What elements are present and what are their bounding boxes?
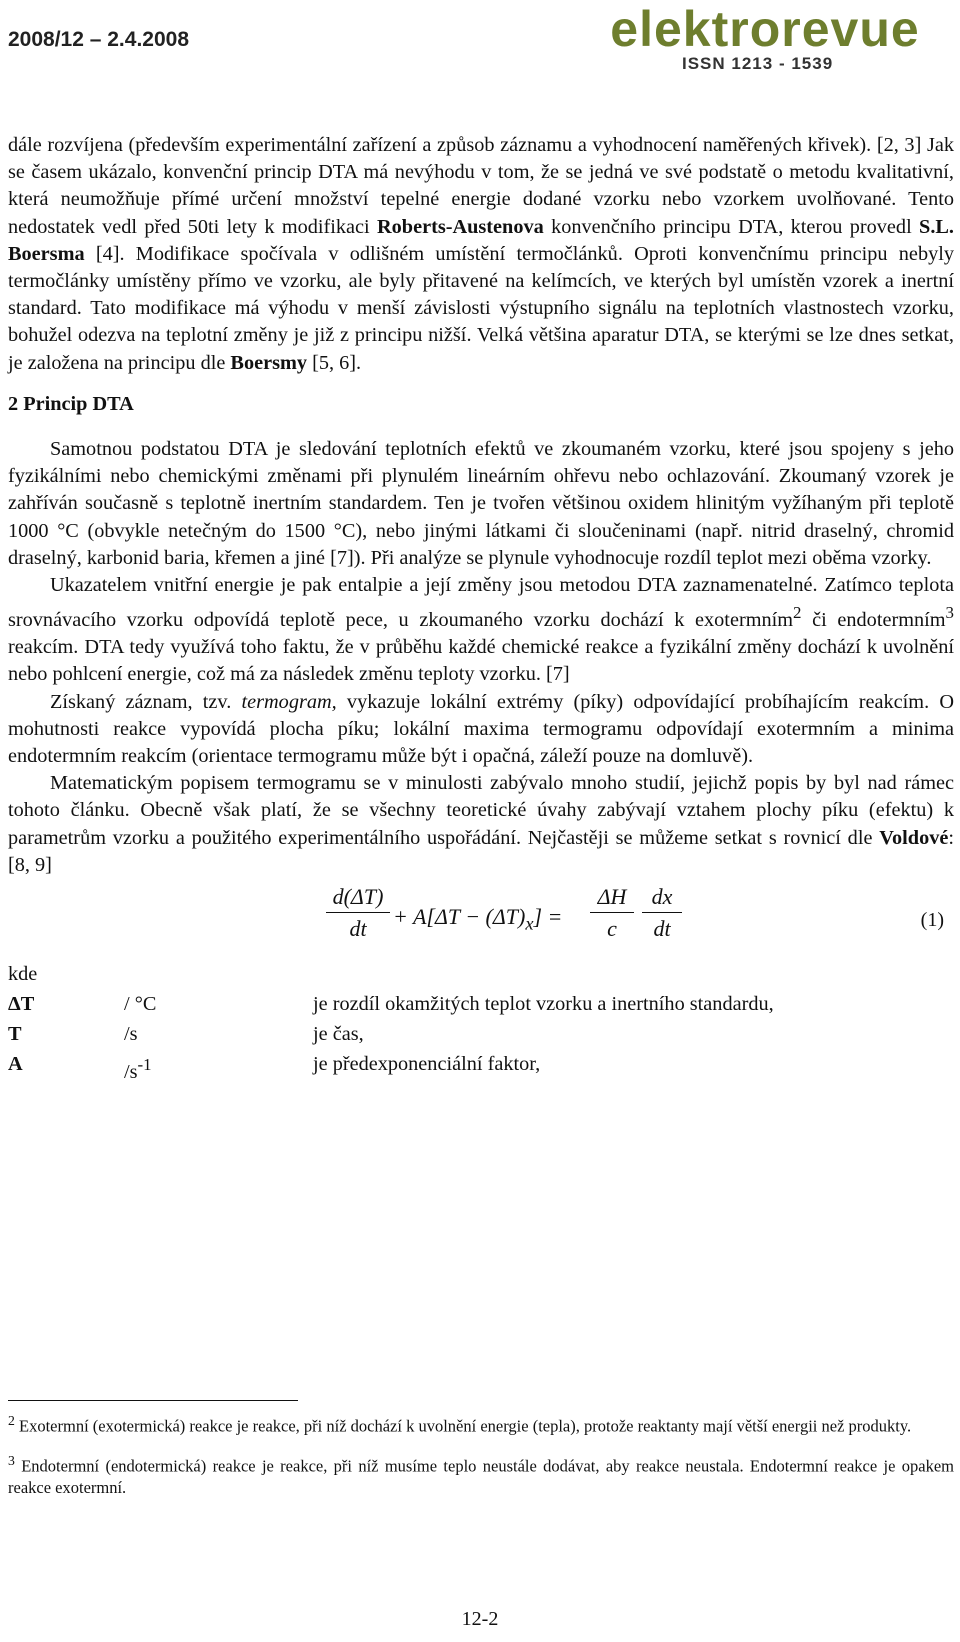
fraction-denominator: dt — [349, 916, 367, 942]
text-run: konvenčního principu DTA, kterou provedl — [543, 215, 920, 238]
equation-term: ] = — [533, 904, 563, 930]
issn-label: ISSN 1213 - 1539 — [682, 54, 834, 73]
fraction-denominator: c — [607, 916, 617, 942]
paragraph-history — [8, 132, 954, 377]
text-run: reakcím. DTA tedy využívá toho faktu, že v průběhu každé chemické reakce a fyzikální změny dochází k uvolnění nebo pohlcení energie, což má za následek změnu teploty vzorku. [7] — [8, 636, 954, 686]
text-run: [5, 6]. — [307, 351, 362, 374]
equation-subscript: x — [525, 913, 534, 934]
logo-wordmark: elektrorevue — [610, 1, 920, 57]
definition-unit — [124, 1051, 152, 1086]
symbol-definitions — [8, 961, 954, 1081]
fraction-bar — [590, 912, 634, 913]
footnote-ref-2[interactable]: 2 — [793, 603, 802, 623]
definition-symbol: ΔT — [8, 993, 35, 1016]
fraction-dx-dt — [642, 883, 682, 942]
text-run: Ukazatelem vnitřní energie je pak entalpie a její změny jsou metodou DTA zaznamenatelné. Zatímco teplota srovnávacího vzorku odpovídá teplotě pece, u zkoumaného vzorku dochází k exotermním — [8, 574, 954, 632]
article-body — [8, 132, 954, 1081]
fraction-bar — [642, 912, 682, 913]
text-run: vykazuje lokální extrémy (píky) odpovídající probíhajícím reakcím. O mohutnosti reakce vypovídá plocha píku; lokální maxima termogramu odpovídají exotermním a minima endotermním reakcím (orientace termogramu může být i opačná, záleží pouze na domluvě). — [8, 690, 954, 768]
footnote-mark: 2 — [8, 1413, 15, 1428]
fraction-denominator: dt — [653, 916, 671, 942]
equation-number: (1) — [920, 909, 944, 932]
fraction-numerator: ΔH — [597, 884, 627, 910]
fraction-dDeltaT-dt — [326, 883, 390, 942]
definition-symbol: A — [8, 1053, 23, 1076]
paragraph-math — [8, 770, 954, 879]
definition-unit: /s — [124, 1023, 138, 1046]
name-boersmy: Boersmy — [230, 351, 308, 374]
definition-row — [8, 1051, 954, 1081]
definition-description: je předexponenciální faktor, — [313, 1053, 541, 1076]
definitions-intro-text: kde — [8, 963, 38, 986]
issue-date: 2008/12 – 2.4.2008 — [8, 28, 190, 51]
definition-description: je rozdíl okamžitých teplot vzorku a inertního standardu, — [313, 993, 774, 1016]
definition-row — [8, 991, 954, 1021]
definition-symbol: T — [8, 1023, 22, 1046]
equation-middle — [393, 903, 562, 938]
text-run: Matematickým popisem termogramu se v minulosti zabývalo mnoho studií, jejichž popis by byl nad rámec tohoto článku. Obecně však platí, že se všechny teoretické úvahy zabývají vztahem plochy píku (efektu) k parametrům vzorku a použitého experimentálního uspořádání. Nejčastěji se můžeme setkat s rovnicí dle — [8, 772, 954, 849]
paragraph-thermogram — [8, 689, 954, 771]
footnote-2 — [8, 1410, 954, 1438]
definitions-intro — [8, 961, 954, 991]
section-heading: 2 Princip DTA — [8, 392, 134, 415]
term-thermogram: termogram, — [241, 690, 337, 713]
footnote-mark: 3 — [8, 1452, 15, 1468]
text-run: [4]. Modifikace spočívala v odlišném umístění termočlánků. Oproti konvenčnímu principu nebyly termočlánky umístěny přímo ve vzorku, ale byly přitavené na kelímcích, ve kterých byl umístěn vzorek a inertní standard. Tato modifikace má výhodu v menší závislosti výstupního signálu na teplotních vlastnostech vzorku, bohužel odezva na teplotní změny je již z principu nižší. Velká většina aparatur DTA, se kterými se lze dnes setkat, je založena na principu dle — [8, 242, 954, 374]
footnote-ref-3[interactable]: 3 — [945, 603, 954, 623]
text-run: : [8, 9] — [8, 826, 954, 876]
journal-logo — [580, 1, 950, 74]
fraction-deltaH-c — [590, 883, 634, 942]
definition-unit: / °C — [124, 993, 157, 1016]
footnote-3 — [8, 1450, 954, 1500]
footnote-text: Exotermní (exotermická) reakce je reakce, při níž dochází k uvolnění energie (tepla), protože reaktanty mají větší energii než produkty. — [14, 1416, 912, 1436]
unit-exponent: -1 — [137, 1055, 152, 1075]
text-run: dále rozvíjena (především experimentální zařízení a způsob záznamu a vyhodnocení naměřených křivek). [2, 3] Jak se časem ukázalo, konvenční princip DTA má nevýhodu v tom, že se jedná ve své podstatě o metodu kvalitativní, která neumožňuje přímé určení množství tepelné energie dodané vzorku nebo vzorkem uvolňované. Tento nedostatek vedl před 50ti lety k modifikaci — [8, 134, 954, 238]
page-number: 12-2 — [461, 1608, 499, 1630]
name-boersma: S.L. Boersma — [8, 215, 954, 265]
definition-description: je čas, — [313, 1023, 364, 1046]
text-run: Získaný záznam, tzv. — [50, 690, 242, 713]
name-voldova: Voldové — [879, 826, 949, 849]
fraction-numerator: dx — [651, 884, 673, 910]
fraction-bar — [326, 912, 390, 913]
equation-term: + A[ΔT − (ΔT) — [393, 904, 526, 930]
fraction-numerator: d(ΔT) — [332, 884, 384, 910]
footnote-separator — [8, 1400, 298, 1401]
unit-base: /s — [124, 1060, 138, 1083]
footnotes — [8, 1410, 954, 1511]
paragraph-enthalpy — [8, 572, 954, 689]
footnote-text: Endotermní (endotermická) reakce je reakce, při níž musíme teplo neustále dodávat, aby reakce neustala. Endotermní reakce je opakem reakce exotermní. — [8, 1456, 954, 1497]
text-run: či endotermním — [801, 609, 946, 632]
definition-row — [8, 1021, 954, 1051]
paragraph-principle: Samotnou podstatou DTA je sledování teplotních efektů ve zkoumaném vzorku, které jsou spojeny s jeho fyzikálními nebo chemickými změnami při plynulém lineárním ohřevu nebo ochlazování. Zkoumaný vzorek je zahříván současně s teplotně inertním standardem. Ten je tvořen většinou oxidem hlinitým vyžíhaným při teplotě 1000 °C (obvykle netečným do 1500 °C), nebo jinými látkami či sloučeninami (např. nitrid draselný, chromid draselný, karbonid baria, křemen a jiné [7]). Při analýze se plynule vyhodnocuje rozdíl teplot mezi oběma vzorky. — [8, 438, 954, 569]
name-roberts-austen: Roberts-Austenova — [377, 215, 544, 238]
equation-1 — [8, 883, 954, 961]
